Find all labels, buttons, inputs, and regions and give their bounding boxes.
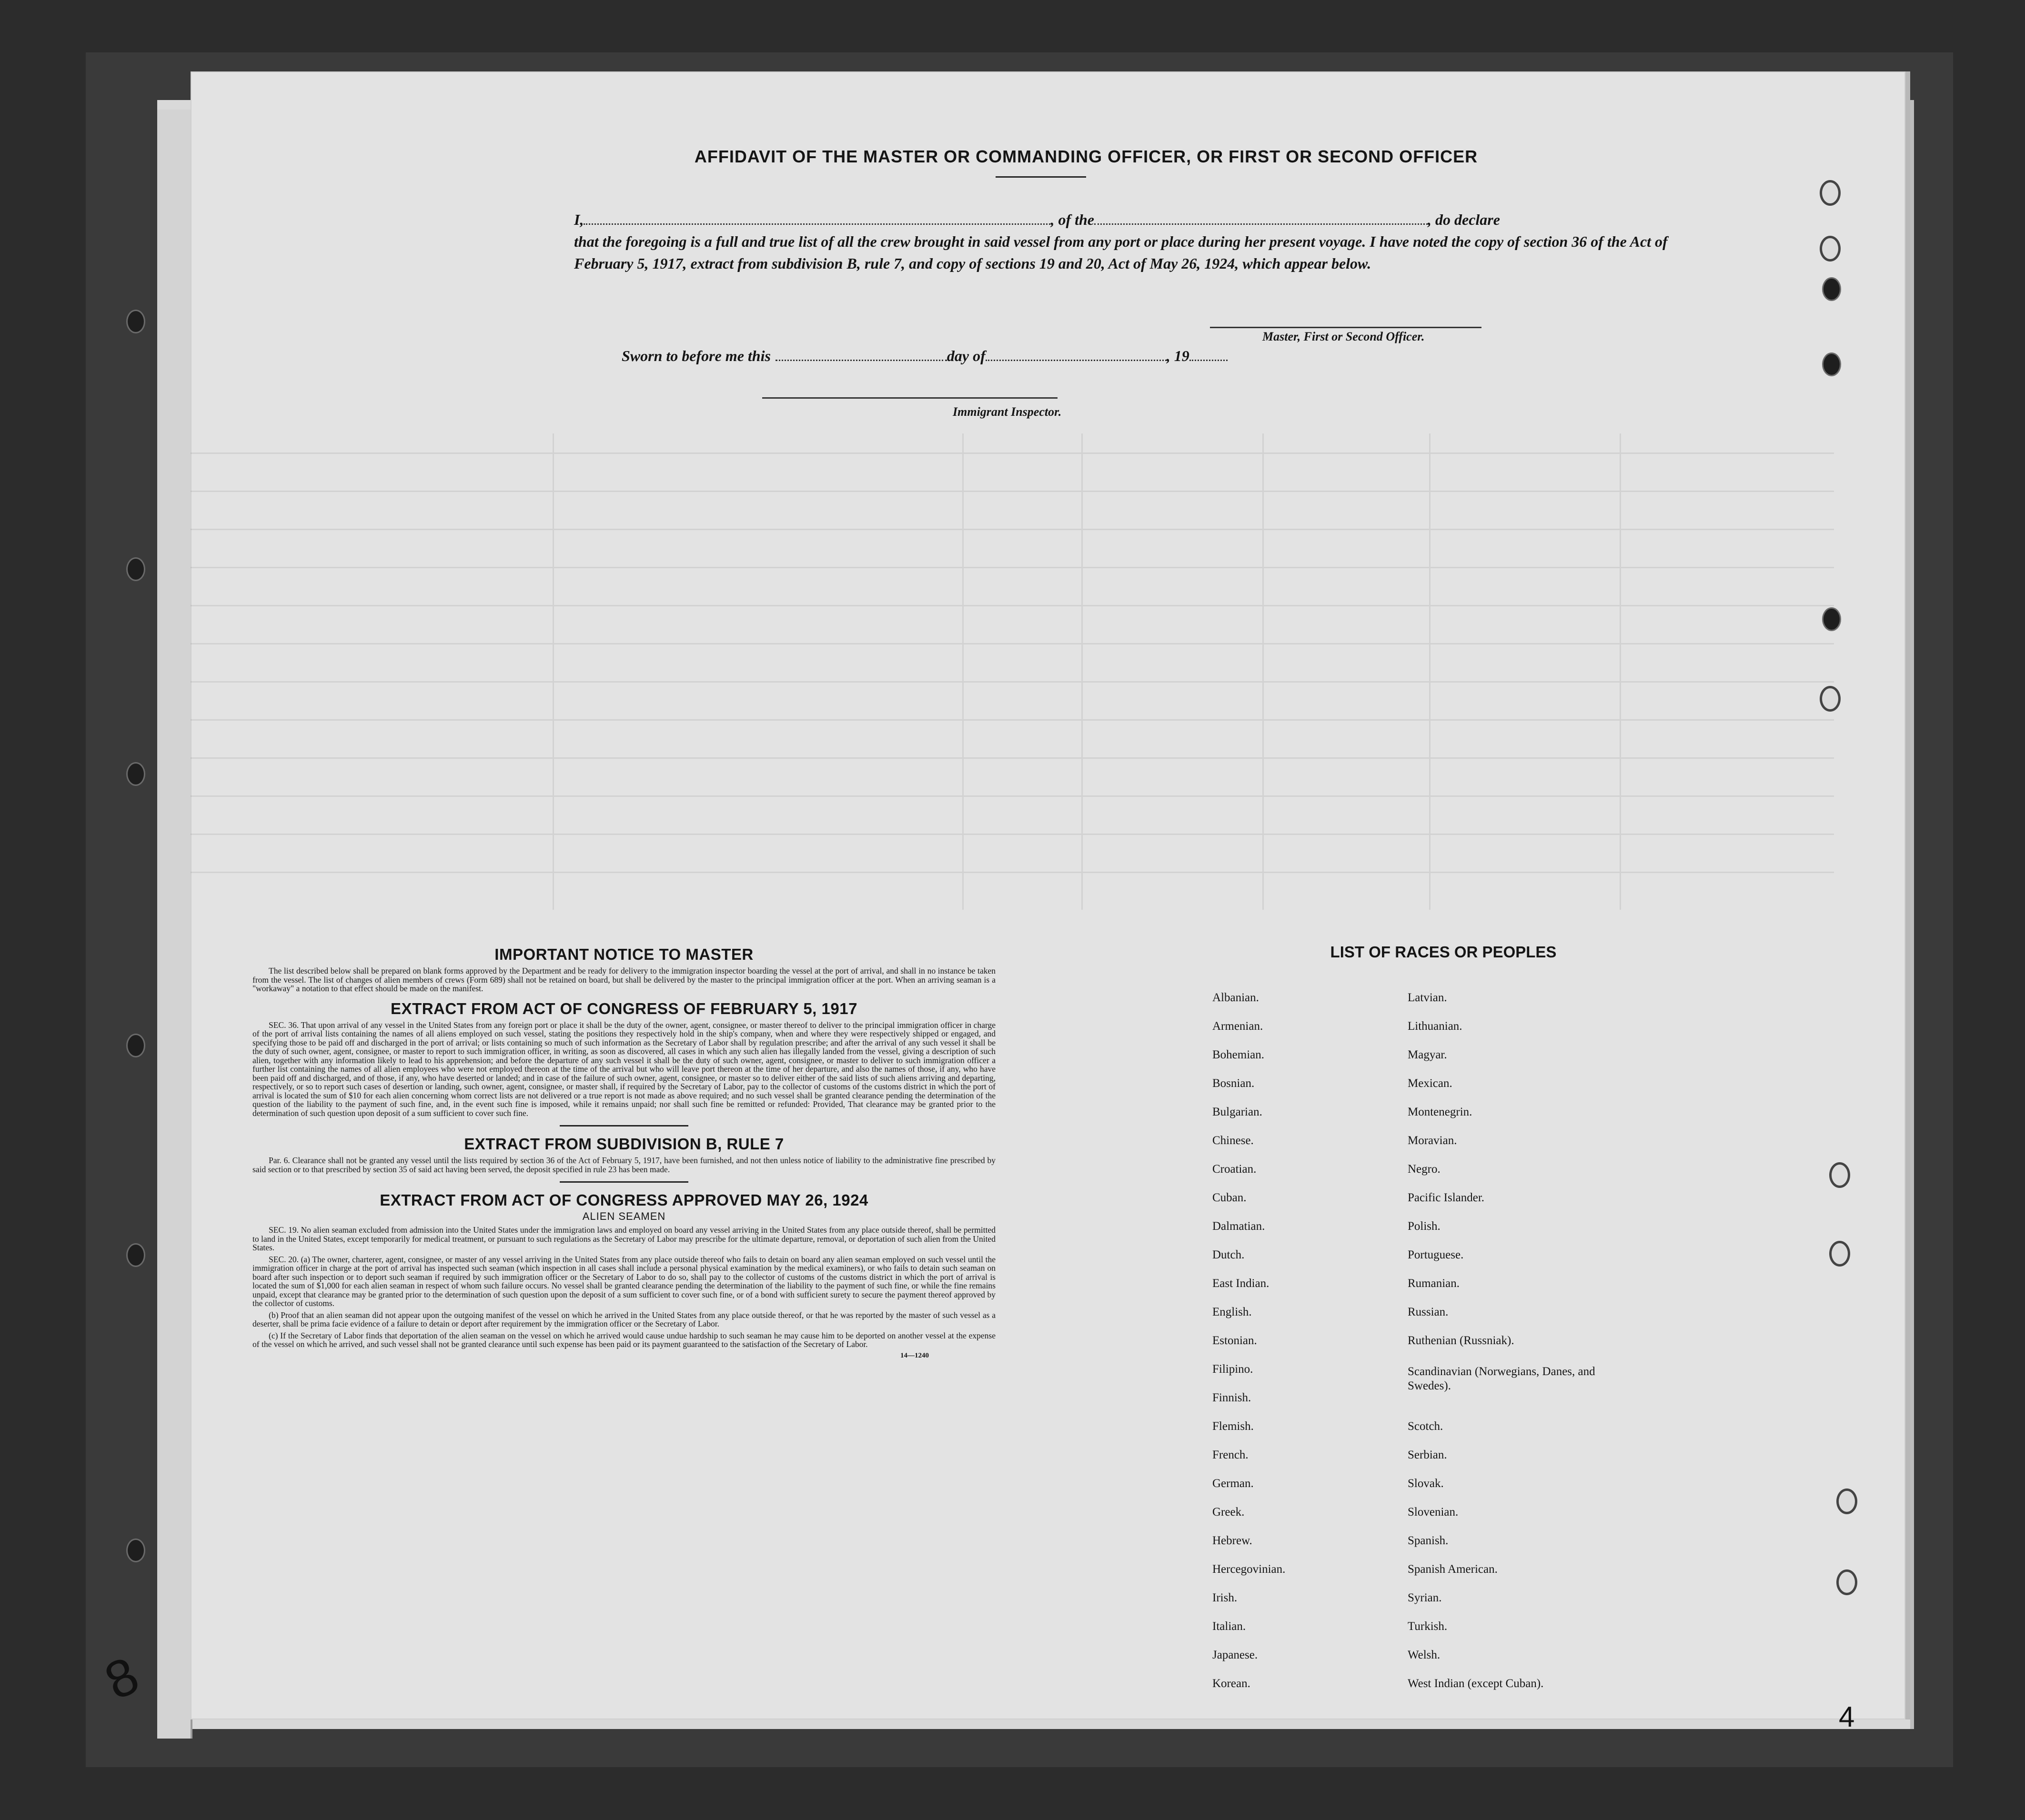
punch-hole-right: [1836, 1569, 1857, 1595]
extract-1917-paragraph: SEC. 36. That upon arrival of any vessel in the United States from any foreign port or place it shall be the duty of the owner, agent, consignee, or master thereof to deliver to the principal immigration officer in charge of the port of arrival lists containing the names of all aliens employed on such vessel, stating the positions they respectively hold in the ship's company, when and where they were respectively shipped or engaged, and specifying those to be paid off and discharged in the port of arrival; or lists containing so much of such information as the Secretary of Labor shall by regulation prescribe; and after the arrival of any such vessel it shall be the duty of such owner, agent, consignee, or master to report to such immigration officer, in writing, as soon as discovered, all cases in which any such alien has illegally landed from the vessel, giving a description of such alien, together with any information likely to lead to his apprehension; and before the departure of any such vessel it shall be the duty of such owner, agent, consignee, or master to deliver to such immigration officer a further list containing the names of all alien employees who were not employed thereon at the time of the arrival but who will leave port thereon at the time of her departure, and also the names of those, if any, who have been paid off and discharged, and of those, if any, who have deserted or landed; and in case of the failure of such owner, agent, consignee, or master so to deliver either of the said lists of such aliens arriving and departing, respectively, or so to report such cases of desertion or landing, such owner, agent, consignee, or master shall, if required by the Secretary of Labor, pay to the collector of customs of the customs district in which the port of arrival is located the sum of $10 for each alien concerning whom correct lists are not delivered or a true report is not made as above required; and no such vessel shall be granted clearance pending the determination of the question of the liability to the payment of such fine, and, in the event such fine is imposed, while it remains unpaid; nor shall such fine be remitted or refunded: Provided, That clearance may be granted prior to the determination of such question upon deposit of a sum sufficient to cover such fine.: [252, 1020, 996, 1118]
punch-hole-right: [1829, 1241, 1850, 1267]
declarant-name-blank[interactable]: [584, 209, 1050, 225]
affidavit-of-the: , of the: [1050, 211, 1094, 228]
race-item: Russian.: [1408, 1306, 1449, 1318]
race-item: Estonian.: [1212, 1334, 1257, 1347]
punch-hole-left: [126, 1034, 145, 1057]
race-item: French.: [1212, 1448, 1249, 1461]
notice-paragraph: The list described below shall be prepared on blank forms approved by the Department and be ready for delivery to the immigration inspector boarding the vessel at the port of arrival, and shall in no instance be taken from the vessel. The list of changes of alien members of crews (Form 689) shall not be retained on board, but shall be delivered by the master to the principal immigration officer at the port. When an arriving seaman is a "workaway" a notation to that effect should be made on the manifest.: [252, 966, 996, 993]
extract-1924-subheading: ALIEN SEAMEN: [582, 1210, 666, 1222]
extract-rule7-paragraph: Par. 6. Clearance shall not be granted any vessel until the lists required by section 36 of the Act of February 5, 1917, have been furnished, and not then unless notice of liability to the administrative fine prescribed by said section or to that prescribed by section 35 of said act having been served, the deposit specified in rule 23 has been made.: [252, 1156, 996, 1174]
race-item: Spanish.: [1408, 1534, 1449, 1547]
bleed-through-table: [191, 71, 1905, 1719]
race-item: Magyar.: [1408, 1048, 1447, 1061]
punch-hole-right: [1820, 236, 1841, 261]
punch-hole-right: [1822, 607, 1841, 631]
race-item: Moravian.: [1408, 1134, 1457, 1147]
race-item: Croatian.: [1212, 1163, 1257, 1176]
extract-1924-paragraph: SEC. 20. (a) The owner, charterer, agent, consignee, or master of any vessel arriving in the United States from any place outside thereof who fails to detain on board any alien seaman employed on such vessel until the immigration officer in charge at the port of arrival has inspected such seaman (which inspection in all cases shall include a personal physical examination by the medical examiners), or who fails to detain such seaman on board after such inspection or to deport such seaman if required by such immigration officer or the Secretary of Labor to do so, shall pay to the collector of customs of the customs district in which the port of arrival is located the sum of $1,000 for each alien seaman in respect of whom such failure occurs. No vessel shall be granted clearance pending the determination of the liability to the payment of such fine, or while the fine remains unpaid, except that clearance may be granted prior to the determination of such question upon the deposit of a sum sufficient to cover such fine, or of a bond with sufficient surety to secure the payment thereof approved by the collector of customs.: [252, 1254, 996, 1308]
punch-hole-right: [1836, 1488, 1857, 1514]
sworn-day-of: day of: [947, 347, 986, 364]
punch-hole-left: [126, 310, 145, 333]
race-item: Slovak.: [1408, 1477, 1444, 1490]
race-item: Hebrew.: [1212, 1534, 1252, 1547]
race-item: Albanian.: [1212, 991, 1259, 1004]
section-divider: [560, 1125, 688, 1126]
race-item: Greek.: [1212, 1506, 1245, 1518]
race-item: Bohemian.: [1212, 1048, 1265, 1061]
race-item: Dutch.: [1212, 1248, 1245, 1261]
sworn-line: [622, 345, 1228, 365]
affidavit-title: AFFIDAVIT OF THE MASTER OR COMMANDING OFFICER, OR FIRST OR SECOND OFFICER: [694, 147, 1478, 166]
title-rule: [996, 176, 1086, 178]
race-item: Polish.: [1408, 1220, 1441, 1233]
race-item: Korean.: [1212, 1677, 1250, 1690]
race-item: Chinese.: [1212, 1134, 1254, 1147]
extract-1924-paragraph: (b) Proof that an alien seaman did not appear upon the outgoing manifest of the vessel on which he arrived in the United States from any place outside thereof, or that he was reported by the master of such vessel as a deserter, shall be prima facie evidence of a failure to detain or deport after requirement by the immigration officer or the Secretary of Labor.: [252, 1310, 996, 1328]
race-item: East Indian.: [1212, 1277, 1269, 1290]
race-item: Montenegrin.: [1408, 1106, 1472, 1118]
extract-1924-paragraph: SEC. 19. No alien seaman excluded from admission into the United States under the immigration laws and employed on board any vessel arriving in the United States from any place outside thereof, shall be permitted to land in the United States, except temporarily for medical treatment, or pursuant to such regulations as the Secretary of Labor may prescribe for the ultimate departure, removal, or deportation of such alien from the United States.: [252, 1225, 996, 1252]
punch-hole-right: [1829, 1162, 1850, 1188]
master-signature-label: Master, First or Second Officer.: [1262, 330, 1425, 343]
punch-hole-left: [126, 1538, 145, 1562]
race-item: Dalmatian.: [1212, 1220, 1265, 1233]
form-number: 14—1240: [900, 1351, 929, 1359]
handwritten-corner-mark: 8: [96, 1645, 148, 1711]
affidavit-do-declare: , do declare: [1428, 211, 1500, 228]
race-item: German.: [1212, 1477, 1254, 1490]
race-item: Hercegovinian.: [1212, 1563, 1286, 1576]
race-item: West Indian (except Cuban).: [1408, 1677, 1544, 1690]
punch-hole-right: [1822, 277, 1841, 301]
race-item: Filipino.: [1212, 1363, 1253, 1376]
punch-hole-right: [1820, 180, 1841, 206]
race-item: Bulgarian.: [1212, 1106, 1262, 1118]
extract-1917-heading: EXTRACT FROM ACT OF CONGRESS OF FEBRUARY 5, 1917: [391, 999, 857, 1017]
race-item: Turkish.: [1408, 1620, 1448, 1633]
affidavit-body: [574, 209, 1717, 274]
handwritten-page-mark: 4: [1839, 1701, 1855, 1733]
punch-hole-left: [126, 1243, 145, 1267]
inspector-signature-line[interactable]: [762, 397, 1058, 399]
races-heading: LIST OF RACES OR PEOPLES: [1330, 943, 1557, 961]
notice-heading: IMPORTANT NOTICE TO MASTER: [494, 945, 754, 963]
race-item: Flemish.: [1212, 1420, 1254, 1433]
section-divider: [560, 1181, 688, 1183]
race-item: Rumanian.: [1408, 1277, 1460, 1290]
race-item: Welsh.: [1408, 1649, 1441, 1661]
inspector-signature-label: Immigrant Inspector.: [953, 405, 1062, 419]
race-item: Pacific Islander.: [1408, 1191, 1485, 1204]
race-item: Japanese.: [1212, 1649, 1258, 1661]
race-item: Finnish.: [1212, 1391, 1251, 1404]
race-item: Cuban.: [1212, 1191, 1247, 1204]
extract-1924-heading: EXTRACT FROM ACT OF CONGRESS APPROVED MAY 26, 1924: [380, 1191, 868, 1209]
race-item: Serbian.: [1408, 1448, 1447, 1461]
extract-rule7-heading: EXTRACT FROM SUBDIVISION B, RULE 7: [464, 1135, 784, 1153]
race-item: Armenian.: [1212, 1020, 1263, 1033]
punch-hole-left: [126, 762, 145, 786]
extract-1924-paragraph: (c) If the Secretary of Labor finds that deportation of the alien seaman on the vessel on which he arrived would cause undue hardship to such seaman he may cause him to be deported on another vessel at the expense of the vessel on which he arrived, and such vessel shall not be granted clearance until such expense has been paid or its payment guaranteed to the satisfaction of the Secretary of Labor.: [252, 1330, 996, 1349]
sworn-year-prefix: , 19: [1166, 347, 1189, 364]
notice-column: [252, 945, 996, 1360]
race-item: Scandinavian (Norwegians, Danes, and Swedes).: [1408, 1365, 1595, 1392]
race-item: Lithuanian.: [1408, 1020, 1462, 1033]
race-item: Irish.: [1212, 1591, 1238, 1604]
vessel-name-blank[interactable]: [1094, 209, 1428, 225]
master-signature-line[interactable]: [1210, 327, 1481, 328]
race-item: Negro.: [1408, 1163, 1441, 1176]
punch-hole-right: [1820, 686, 1841, 712]
race-item: English.: [1212, 1306, 1252, 1318]
race-item: Italian.: [1212, 1620, 1246, 1633]
sheet-edge: [157, 110, 192, 1739]
race-item: Ruthenian (Russniak).: [1408, 1334, 1514, 1347]
race-item: Syrian.: [1408, 1591, 1442, 1604]
affidavit-page: [96, 71, 1910, 1733]
sworn-prefix: Sworn to before me this: [622, 347, 771, 364]
race-item: Portuguese.: [1408, 1248, 1464, 1261]
race-item: Scotch.: [1408, 1420, 1443, 1433]
sworn-day-blank[interactable]: [776, 345, 947, 361]
race-item: Slovenian.: [1408, 1506, 1459, 1518]
race-item: Latvian.: [1408, 991, 1447, 1004]
punch-hole-right: [1822, 352, 1841, 376]
punch-hole-left: [126, 557, 145, 581]
race-item: Mexican.: [1408, 1077, 1452, 1090]
affidavit-opening: I,: [574, 211, 584, 228]
race-item: Spanish American.: [1408, 1563, 1498, 1576]
affidavit-statement: that the foregoing is a full and true list of all the crew brought in said vessel from any port or place during her present voyage. I have noted the copy of section 36 of the Act of February 5, 1917, extract from subdivision B, rule 7, and copy of sections 19 and 20, Act of May 26, 1924, which appear below.: [574, 233, 1668, 272]
sworn-month-blank[interactable]: [986, 345, 1167, 361]
declarant-line: [574, 209, 1717, 231]
race-item: Bosnian.: [1212, 1077, 1255, 1090]
sworn-year-blank[interactable]: [1189, 345, 1228, 361]
